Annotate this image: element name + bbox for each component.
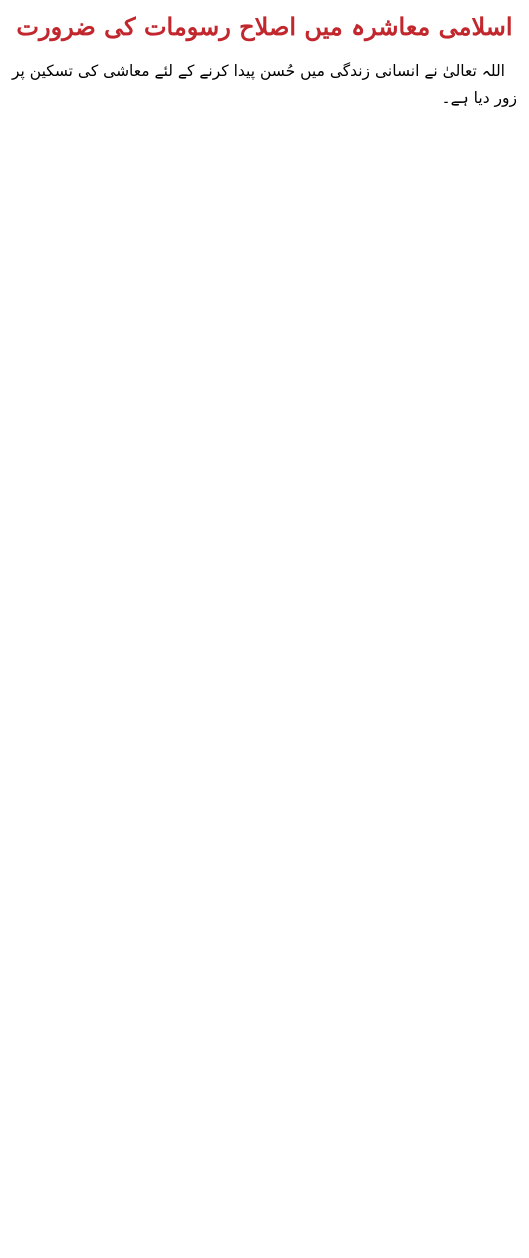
article-body: [12, 58, 517, 112]
article-paragraph: اللہ تعالیٰ نے انسانی زندگی میں حُسن پیدا کرنے کے لئے معاشی کی تسکین پر زور دیا ہے۔: [12, 62, 517, 108]
article-title: اسلامی معاشرہ میں اصلاح رسومات کی ضرورت: [16, 12, 513, 41]
